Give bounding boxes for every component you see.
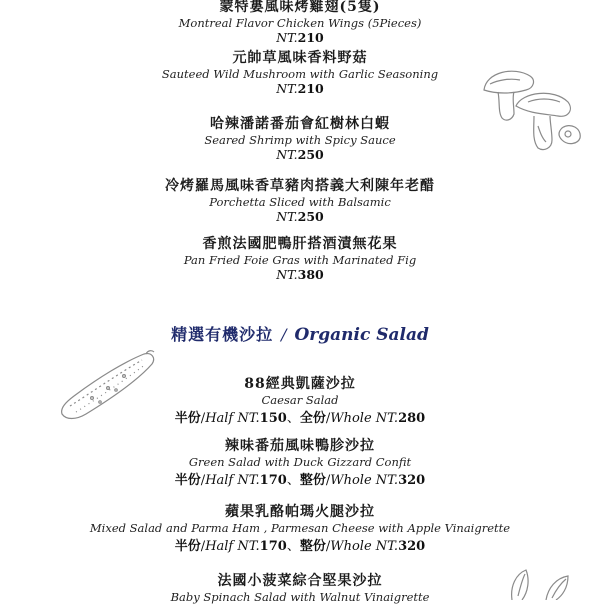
item-name-zh: 88經典凱薩沙拉 <box>244 376 356 392</box>
item-name-en: Sauteed Wild Mushroom with Garlic Seasoning <box>161 67 439 81</box>
item-name-en: Montreal Flavor Chicken Wings (5Pieces) <box>178 16 422 30</box>
item-name-zh: 蒙特婁風味烤雞翅(5隻) <box>219 0 381 15</box>
item-name-en: Baby Spinach Salad with Walnut Vinaigrette <box>170 590 430 604</box>
item-name-zh: 冷烤羅馬風味香草豬肉搭義大利陳年老醋 <box>165 178 435 194</box>
mushroom-illustration-icon <box>476 58 586 168</box>
item-price: NT.210 <box>276 81 324 96</box>
item-price: NT.380 <box>276 267 324 282</box>
item-name-en: Porchetta Sliced with Balsamic <box>209 195 391 209</box>
item-name-en: Caesar Salad <box>261 393 339 407</box>
cucumber-illustration-icon <box>52 348 162 428</box>
menu-item-parma-ham-salad <box>0 501 600 554</box>
item-name-zh: 蘋果乳酪帕瑪火腿沙拉 <box>225 504 375 520</box>
item-name-zh: 辣味番茄風味鴨胗沙拉 <box>225 438 375 454</box>
item-name-en: Mixed Salad and Parma Ham , Parmesan Cheese with Apple Vinaigrette <box>89 521 511 535</box>
menu-item-chicken-wings <box>0 0 600 45</box>
item-price: NT.210 <box>276 30 324 45</box>
item-name-zh: 香煎法國肥鴨肝搭酒漬無花果 <box>202 236 398 252</box>
item-name-en: Green Salad with Duck Gizzard Confit <box>188 455 412 469</box>
item-price-options: 半份/Half NT.170、整份/Whole NT.320 <box>174 539 426 554</box>
item-price-options: 半份/Half NT.150、全份/Whole NT.280 <box>174 411 426 426</box>
leaf-illustration-icon <box>506 566 576 600</box>
menu-item-porchetta <box>0 175 600 224</box>
item-name-en: Seared Shrimp with Spicy Sauce <box>204 133 396 147</box>
item-name-zh: 哈辣潘諾番茄會紅樹林白蝦 <box>210 116 390 132</box>
item-price-options: 半份/Half NT.170、整份/Whole NT.320 <box>174 473 426 488</box>
section-separator: / <box>281 325 287 344</box>
section-heading-organic-salad <box>0 322 600 345</box>
menu-item-duck-gizzard-salad <box>0 435 600 488</box>
item-name-en: Pan Fried Foie Gras with Marinated Fig <box>183 253 417 267</box>
item-name-zh: 元帥草風味香料野菇 <box>232 50 368 66</box>
item-price: NT.250 <box>276 147 324 162</box>
item-price: NT.250 <box>276 209 324 224</box>
menu-item-foie-gras <box>0 233 600 282</box>
item-name-zh: 法國小菠菜綜合堅果沙拉 <box>217 573 383 589</box>
section-title-zh: 精選有機沙拉 <box>171 325 274 344</box>
section-title-en: Organic Salad <box>294 325 429 345</box>
